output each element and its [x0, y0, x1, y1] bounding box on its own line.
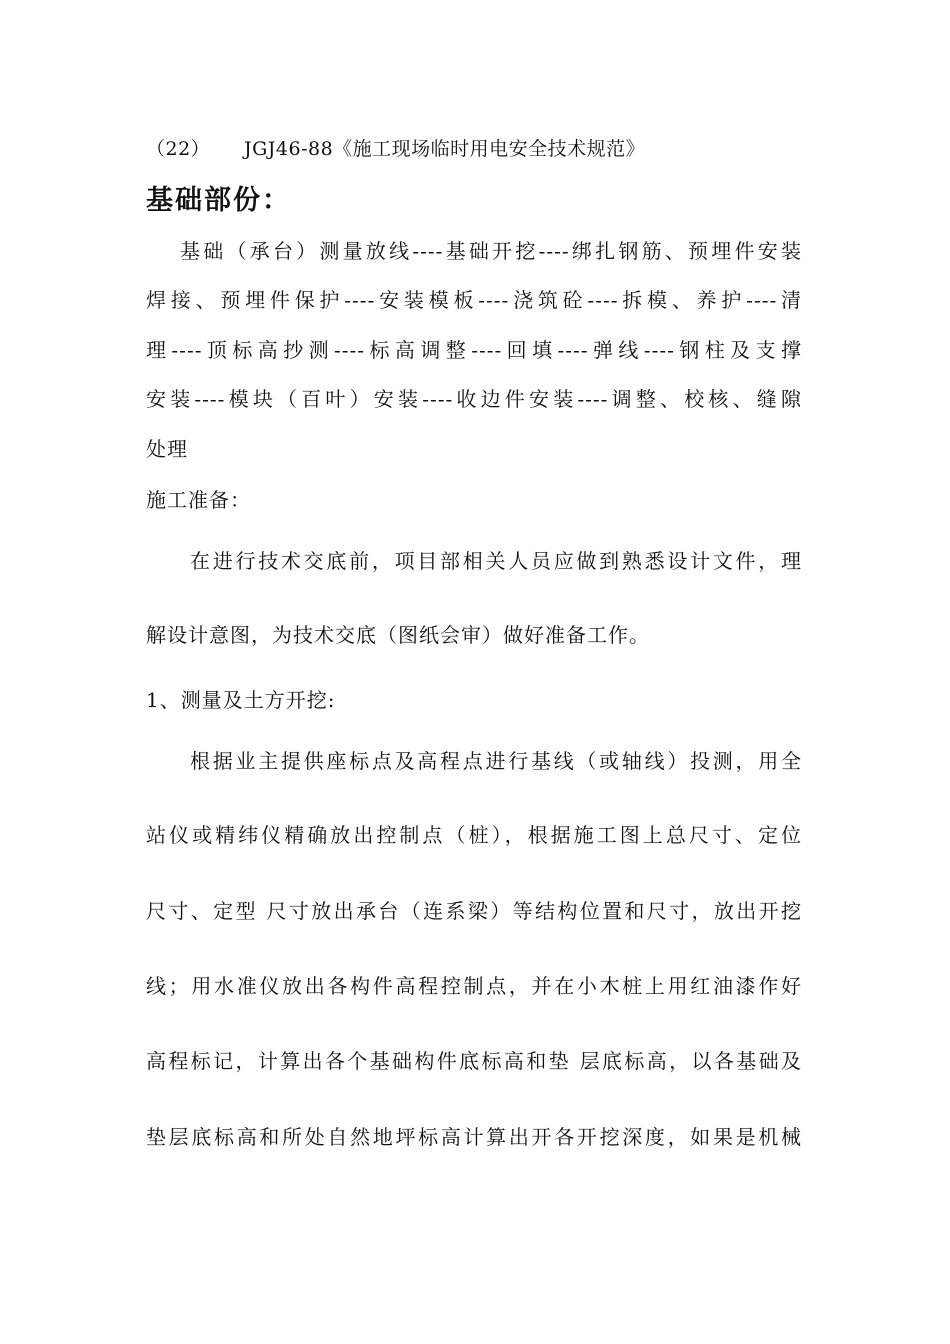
- process-line: 基础（承台）测量放线----基础开挖----绑扎钢筋、预埋件安装: [180, 239, 802, 263]
- survey-paragraph-line: 根据业主提供座标点及高程点进行基线（或轴线）投测，用全: [190, 749, 802, 773]
- survey-paragraph-line: 站仪或精纬仪精确放出控制点（桩），根据施工图上总尺寸、定位: [146, 823, 802, 847]
- survey-paragraph-line: 高程标记，计算出各个基础构件底标高和垫 层底标高，以各基础及: [146, 1049, 802, 1073]
- section-heading: 基础部份：: [146, 185, 291, 216]
- reference-title: JGJ46-88《施工现场临时用电安全技术规范》: [244, 138, 646, 160]
- process-line: 理----顶标高抄测----标高调整----回填----弹线----钢柱及支撑: [146, 338, 802, 362]
- reference-standard-line: [146, 140, 645, 159]
- survey-heading: 1、测量及土方开挖:: [146, 688, 336, 712]
- process-line: 焊接、预埋件保护----安装模板----浇筑砼----拆模、养护----清: [146, 288, 802, 312]
- prep-paragraph-line: 在进行技术交底前，项目部相关人员应做到熟悉设计文件，理: [190, 549, 802, 573]
- survey-paragraph-line: 垫层底标高和所处自然地坪标高计算出开各开挖深度，如果是机械: [146, 1125, 802, 1149]
- process-line: 安装----模块（百叶）安装----收边件安装----调整、校核、缝隙: [146, 387, 802, 411]
- survey-paragraph-line: 线；用水准仪放出各构件高程控制点，并在小木桩上用红油漆作好: [146, 974, 802, 998]
- reference-number: （22）: [146, 138, 211, 160]
- survey-paragraph-line: 尺寸、定型 尺寸放出承台（连系梁）等结构位置和尺寸，放出开挖: [146, 899, 802, 923]
- prep-heading: 施工准备：: [146, 488, 251, 512]
- prep-paragraph-line: 解设计意图，为技术交底（图纸会审）做好准备工作。: [146, 623, 650, 647]
- process-line: 处理: [146, 437, 188, 461]
